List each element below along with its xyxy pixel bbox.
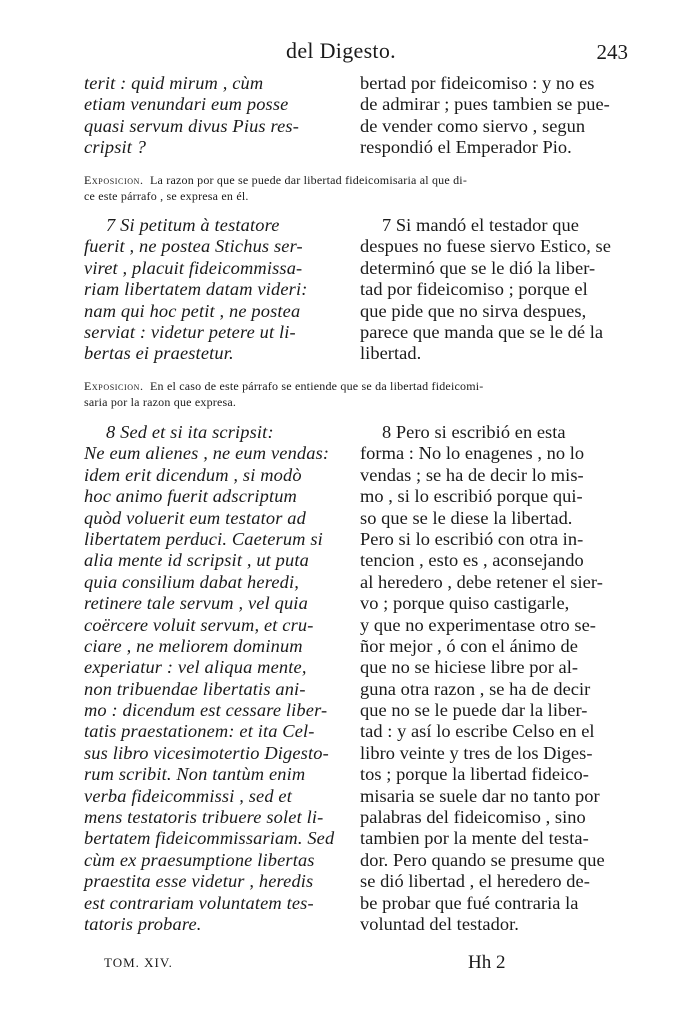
exposicion-label: Exposicion. bbox=[84, 173, 144, 187]
latin-line: etiam venundari eum posse bbox=[84, 94, 289, 115]
latin-line: cripsit ? bbox=[84, 137, 147, 158]
exposicion-text: En el caso de este párrafo se entiende que se da libertad fideicomi- bbox=[150, 379, 484, 393]
latin-text-block-8 bbox=[84, 422, 342, 935]
latin-line: est contrariam voluntatem tes- bbox=[84, 892, 314, 913]
latin-line: experiatur : vel aliqua mente, bbox=[84, 657, 307, 678]
spanish-line: tambien por la mente del testa- bbox=[360, 828, 589, 849]
latin-line: quasi servum divus Pius res- bbox=[84, 115, 299, 136]
latin-line: hoc animo fuerit adscriptum bbox=[84, 486, 297, 507]
spanish-line: libro veinte y tres de los Diges- bbox=[360, 742, 593, 763]
latin-line: rum scribit. Non tantùm enim bbox=[84, 764, 306, 785]
exposicion-line bbox=[84, 378, 624, 394]
page-number: 243 bbox=[596, 40, 628, 64]
spanish-line: al heredero , debe retener el sier- bbox=[360, 571, 603, 592]
spanish-line: mo , si lo escribió porque qui- bbox=[360, 486, 583, 507]
latin-line: sus libro vicesimotertio Digesto- bbox=[84, 742, 329, 763]
spanish-line: que pide que no sirva despues, bbox=[360, 300, 587, 321]
latin-line: mens testatoris tribuere solet li- bbox=[84, 807, 324, 828]
spanish-line: misaria se suele dar no tanto por bbox=[360, 785, 600, 806]
spanish-text-block-7 bbox=[360, 215, 622, 365]
exposicion-note-2 bbox=[84, 378, 624, 410]
spanish-line: de admirar ; pues tambien se pue- bbox=[360, 94, 610, 115]
latin-line: mo : dicendum est cessare liber- bbox=[84, 700, 328, 721]
latin-text-block-7 bbox=[84, 215, 342, 365]
volume-signature: TOM. XIV. bbox=[104, 955, 173, 970]
spanish-line: que no se le puede dar la liber- bbox=[360, 700, 588, 721]
latin-line: non tribuendae libertatis ani- bbox=[84, 678, 306, 699]
spanish-line: voluntad del testador. bbox=[360, 913, 519, 934]
latin-line: verba fideicommissi , sed et bbox=[84, 785, 292, 806]
latin-line: riam libertatem datam videri: bbox=[84, 279, 308, 300]
latin-line: 7 Si petitum à testatore bbox=[106, 215, 280, 235]
spanish-line: y que no experimentase otro se- bbox=[360, 614, 596, 635]
spanish-line: 7 Si mandó el testador que bbox=[382, 215, 579, 235]
latin-line: terit : quid mirum , cùm bbox=[84, 73, 264, 93]
spanish-line: be probar que fué contraria la bbox=[360, 892, 579, 913]
spanish-line: tad por fideicomiso ; porque el bbox=[360, 279, 588, 300]
latin-line: cùm ex praesumptione libertas bbox=[84, 849, 315, 870]
latin-line: quia consilium dabat heredi, bbox=[84, 571, 299, 592]
latin-line: fuerit , ne postea Stichus ser- bbox=[84, 236, 303, 257]
spanish-line: forma : No lo enagenes , no lo bbox=[360, 443, 585, 464]
spanish-line: respondió el Emperador Pio. bbox=[360, 137, 572, 158]
latin-line: 8 Sed et si ita scripsit: bbox=[106, 422, 274, 442]
latin-line: praestita esse videtur , heredis bbox=[84, 871, 314, 892]
latin-line: bertatem fideicommissariam. Sed bbox=[84, 828, 335, 849]
latin-line: serviat : videtur petere ut li- bbox=[84, 321, 296, 342]
spanish-line: tencion , esto es , aconsejando bbox=[360, 550, 584, 571]
latin-line: tatis praestationem: et ita Cel- bbox=[84, 721, 315, 742]
exposicion-line: saria por la razon que expresa. bbox=[84, 395, 237, 409]
latin-line: tatoris probare. bbox=[84, 913, 202, 934]
latin-line: idem erit dicendum , si modò bbox=[84, 464, 302, 485]
exposicion-line: ce este párrafo , se expresa en él. bbox=[84, 189, 249, 203]
latin-line: nam qui hoc petit , ne postea bbox=[84, 300, 301, 321]
exposicion-text: La razon por que se puede dar libertad fideicomisaria al que di- bbox=[150, 173, 468, 187]
latin-line: libertatem perduci. Caeterum si bbox=[84, 528, 323, 549]
spanish-line: parece que manda que se le dé la bbox=[360, 321, 604, 342]
latin-line: quòd voluerit eum testator ad bbox=[84, 507, 306, 528]
spanish-line: so que se le diese la libertad. bbox=[360, 507, 573, 528]
exposicion-label: Exposicion. bbox=[84, 379, 144, 393]
latin-line: ciare , ne meliorem dominum bbox=[84, 635, 303, 656]
exposicion-line bbox=[84, 172, 624, 188]
spanish-line: vendas ; se ha de decir lo mis- bbox=[360, 464, 584, 485]
latin-line: coërcere voluit servum, et cru- bbox=[84, 614, 314, 635]
latin-text-block-1 bbox=[84, 73, 342, 159]
latin-line: Ne eum alienes , ne eum vendas: bbox=[84, 443, 330, 464]
latin-line: retinere tale servum , vel quia bbox=[84, 593, 308, 614]
exposicion-note-1 bbox=[84, 172, 624, 204]
spanish-line: dor. Pero quando se presume que bbox=[360, 849, 605, 870]
spanish-line: ñor mejor , ó con el ánimo de bbox=[360, 635, 578, 656]
spanish-text-block-1 bbox=[360, 73, 622, 159]
latin-line: alia mente id scripsit , ut puta bbox=[84, 550, 309, 571]
spanish-line: guna otra razon , se ha de decir bbox=[360, 678, 591, 699]
running-header: del Digesto. bbox=[286, 38, 396, 63]
spanish-line: bertad por fideicomiso : y no es bbox=[360, 73, 595, 93]
spanish-line: Pero si lo escribió con otra in- bbox=[360, 528, 584, 549]
spanish-line: vo ; porque quiso castigarle, bbox=[360, 593, 570, 614]
spanish-line: despues no fuese siervo Estico, se bbox=[360, 236, 611, 257]
spanish-line: palabras del fideicomiso , sino bbox=[360, 807, 586, 828]
spanish-line: libertad. bbox=[360, 343, 422, 364]
latin-line: bertas ei praestetur. bbox=[84, 343, 234, 364]
spanish-line: de vender como siervo , segun bbox=[360, 115, 586, 136]
spanish-line: tad : y así lo escribe Celso en el bbox=[360, 721, 595, 742]
latin-line: viret , placuit fideicommissa- bbox=[84, 257, 303, 278]
spanish-line: que no se hiciese libre por al- bbox=[360, 657, 579, 678]
spanish-line: 8 Pero si escribió en esta bbox=[382, 422, 566, 442]
spanish-line: se dió libertad , el heredero de- bbox=[360, 871, 590, 892]
sheet-signature: Hh 2 bbox=[468, 952, 506, 973]
spanish-line: determinó que se le dió la liber- bbox=[360, 257, 596, 278]
spanish-text-block-8 bbox=[360, 422, 622, 935]
spanish-line: tos ; porque la libertad fideico- bbox=[360, 764, 589, 785]
